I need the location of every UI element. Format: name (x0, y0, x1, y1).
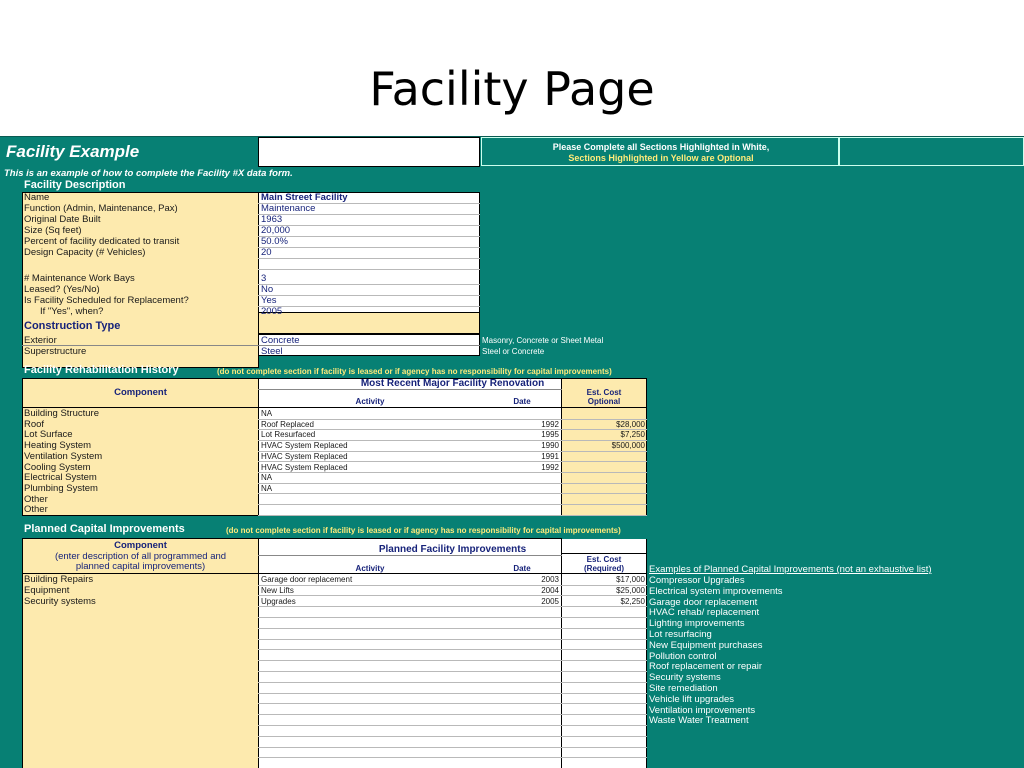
rehab-activity[interactable]: NA (261, 473, 273, 483)
rehab-activity[interactable]: NA (261, 409, 273, 418)
construction-label-exterior: Exterior (24, 335, 57, 346)
facility-field-value[interactable]: 2005 (261, 306, 283, 317)
construction-hint-superstructure: Steel or Concrete (482, 347, 545, 356)
row-divider (258, 660, 647, 661)
rehab-activity[interactable]: HVAC System Replaced (261, 451, 348, 461)
row-divider (258, 617, 647, 618)
construction-value-exterior[interactable]: Concrete (261, 335, 300, 346)
rehab-component: Ventilation System (24, 450, 103, 462)
rehab-component-header: Component (114, 387, 167, 398)
planned-component-header: Component (114, 540, 167, 551)
planned-group-header: Planned Facility Improvements (378, 544, 527, 555)
construction-label-superstructure: Superstructure (24, 346, 87, 357)
row-divider (258, 306, 480, 307)
rehab-date[interactable]: 1990 (541, 441, 559, 451)
planned-improvements-heading: Planned Capital Improvements (24, 523, 185, 535)
construction-type-heading: Construction Type (24, 320, 121, 332)
construction-value-superstructure[interactable]: Steel (261, 346, 283, 357)
row-divider (258, 671, 647, 672)
row-divider (258, 225, 480, 226)
planned-col-cost-2: (Required) (584, 564, 624, 573)
rehab-col-activity: Activity (355, 397, 385, 406)
planned-component-sub2: planned capital improvements) (75, 561, 206, 572)
example-item: Garage door replacement (649, 596, 758, 608)
rehab-col-cost-2: Optional (587, 397, 621, 406)
planned-improvements-note: (do not complete section if facility is leased or if agency has no responsibility for capital improvements) (226, 526, 621, 535)
row-divider (258, 284, 480, 285)
planned-col-date: Date (513, 564, 531, 573)
planned-date[interactable]: 2004 (541, 585, 559, 595)
facility-field-label: Original Date Built (24, 214, 101, 225)
row-divider (258, 714, 647, 715)
rehab-component: Other (24, 504, 48, 516)
planned-cost[interactable]: $2,250 (620, 596, 645, 606)
facility-description-spacer (258, 312, 480, 334)
example-item: Compressor Upgrades (649, 575, 745, 586)
facility-field-label: Percent of facility dedicated to transit (24, 236, 180, 247)
facility-field-value[interactable]: 50.0% (261, 236, 288, 247)
planned-component: Building Repairs (24, 574, 94, 585)
rehab-component: Cooling System (24, 461, 91, 473)
row-divider (258, 483, 647, 484)
rehab-component: Other (24, 493, 48, 505)
rehab-component: Building Structure (24, 408, 99, 419)
rehab-date[interactable]: 1992 (541, 462, 559, 472)
row-divider (258, 757, 647, 758)
rehab-col-cost-1: Est. Cost (586, 388, 622, 397)
rehab-date[interactable]: 1992 (541, 419, 559, 429)
slide-title: Facility Page (369, 62, 655, 116)
row-divider (258, 504, 647, 505)
facility-field-value[interactable]: 1963 (261, 214, 283, 225)
planned-cost[interactable]: $25,000 (616, 585, 645, 595)
rehab-history-heading: Facility Rehabilitation History (24, 364, 179, 376)
row-divider (258, 515, 647, 516)
facility-field-value[interactable]: 20,000 (261, 225, 291, 236)
row-divider (258, 628, 647, 629)
planned-col-activity: Activity (355, 564, 385, 573)
example-item: Security systems (649, 672, 721, 684)
facility-field-label: Name (24, 192, 50, 203)
facility-field-value[interactable]: No (261, 284, 274, 295)
example-item: HVAC rehab/ replacement (649, 607, 760, 619)
rehab-activity[interactable]: Roof Replaced (261, 419, 314, 429)
planned-col-cost-1: Est. Cost (586, 555, 622, 564)
rehab-col-date: Date (513, 397, 531, 406)
facility-description-heading: Facility Description (24, 179, 126, 191)
rehab-component: Heating System (24, 440, 92, 452)
row-divider (258, 258, 480, 259)
facility-field-label: Is Facility Scheduled for Replacement? (24, 295, 189, 306)
rehab-component: Lot Surface (24, 429, 73, 441)
planned-component: Equipment (24, 584, 70, 596)
rehab-component: Plumbing System (24, 482, 98, 494)
planned-date[interactable]: 2005 (541, 596, 559, 606)
facility-field-value[interactable]: 3 (261, 273, 267, 284)
rehab-date[interactable]: 1995 (541, 430, 559, 440)
rehab-component: Roof (24, 418, 45, 430)
facility-field-value[interactable]: Maintenance (261, 203, 316, 214)
planned-cost[interactable]: $17,000 (616, 575, 645, 584)
rehab-date[interactable]: 1991 (541, 451, 559, 461)
facility-field-value[interactable]: Yes (261, 295, 277, 306)
example-item: Roof replacement or repair (649, 661, 762, 673)
example-item: Site remediation (649, 683, 718, 694)
facility-field-value[interactable]: 20 (261, 247, 272, 258)
blank-header-cell[interactable] (258, 137, 480, 167)
sheet-subtitle: This is an example of how to complete the Facility #X data form. (4, 168, 293, 179)
facility-field-label: Design Capacity (# Vehicles) (24, 247, 146, 258)
construction-hint-exterior: Masonry, Concrete or Sheet Metal (482, 336, 604, 345)
row-divider (258, 725, 647, 726)
planned-component-sub1: (enter description of all programmed and (54, 551, 227, 562)
row-divider (258, 269, 480, 270)
instruction-line-2: Sections Highlighted in Yellow are Optional (568, 153, 754, 163)
row-divider (258, 649, 647, 650)
planned-component: Security systems (24, 595, 96, 607)
facility-field-value[interactable]: Main Street Facility (261, 192, 348, 203)
examples-title[interactable]: Examples of Planned Capital Improvements (not an exhaustive list) (649, 564, 932, 575)
rehab-activity[interactable]: HVAC System Replaced (261, 462, 348, 472)
planned-activity[interactable]: Garage door replacement (261, 575, 353, 584)
rehab-activity[interactable]: HVAC System Replaced (261, 441, 348, 451)
rehab-cost[interactable]: $7,250 (620, 430, 645, 440)
rehab-cost[interactable]: $28,000 (616, 419, 645, 429)
row-divider (258, 736, 647, 737)
row-divider (258, 214, 480, 215)
instruction-notice (481, 137, 839, 166)
example-item: Waste Water Treatment (649, 715, 749, 727)
example-item: Lighting improvements (649, 618, 745, 630)
rehab-activity[interactable]: NA (261, 483, 273, 493)
row-divider (258, 747, 647, 748)
example-item: Vehicle lift upgrades (649, 693, 735, 705)
rehab-activity[interactable]: Lot Resurfaced (261, 430, 316, 440)
facility-field-label: If "Yes", when? (40, 306, 104, 317)
example-item: Ventilation improvements (649, 704, 756, 716)
facility-field-label: # Maintenance Work Bays (24, 273, 135, 284)
planned-date[interactable]: 2003 (541, 575, 559, 584)
row-divider (258, 295, 480, 296)
row-divider (258, 703, 647, 704)
example-item: Lot resurfacing (649, 629, 712, 640)
facility-field-label: Leased? (Yes/No) (24, 284, 100, 295)
row-divider (258, 682, 647, 683)
planned-activity[interactable]: Upgrades (261, 596, 296, 606)
row-divider (258, 472, 647, 473)
row-divider (258, 606, 647, 607)
rehab-component: Electrical System (24, 472, 97, 484)
rehab-history-note: (do not complete section if facility is leased or if agency has no responsibility for capital improvements) (217, 367, 612, 376)
row-divider (258, 236, 480, 237)
instruction-line-1: Please Complete all Sections Highlighted in White, (552, 142, 770, 152)
example-item: New Equipment purchases (649, 639, 763, 651)
spreadsheet (0, 136, 1024, 768)
example-item: Electrical system improvements (649, 585, 783, 597)
facility-field-label: Function (Admin, Maintenance, Pax) (24, 203, 178, 214)
rehab-cost[interactable]: $500,000 (611, 441, 645, 451)
planned-activity[interactable]: New Lifts (261, 585, 294, 595)
row-divider (258, 639, 647, 640)
rehab-group-header: Most Recent Major Facility Renovation (360, 378, 545, 389)
sheet-title: Facility Example (6, 142, 140, 161)
example-item: Pollution control (649, 650, 717, 662)
row-divider (258, 493, 647, 494)
facility-field-label: Size (Sq feet) (24, 225, 82, 236)
row-divider (258, 693, 647, 694)
blank-header-cell-right (839, 137, 1024, 166)
row-divider (258, 247, 480, 248)
